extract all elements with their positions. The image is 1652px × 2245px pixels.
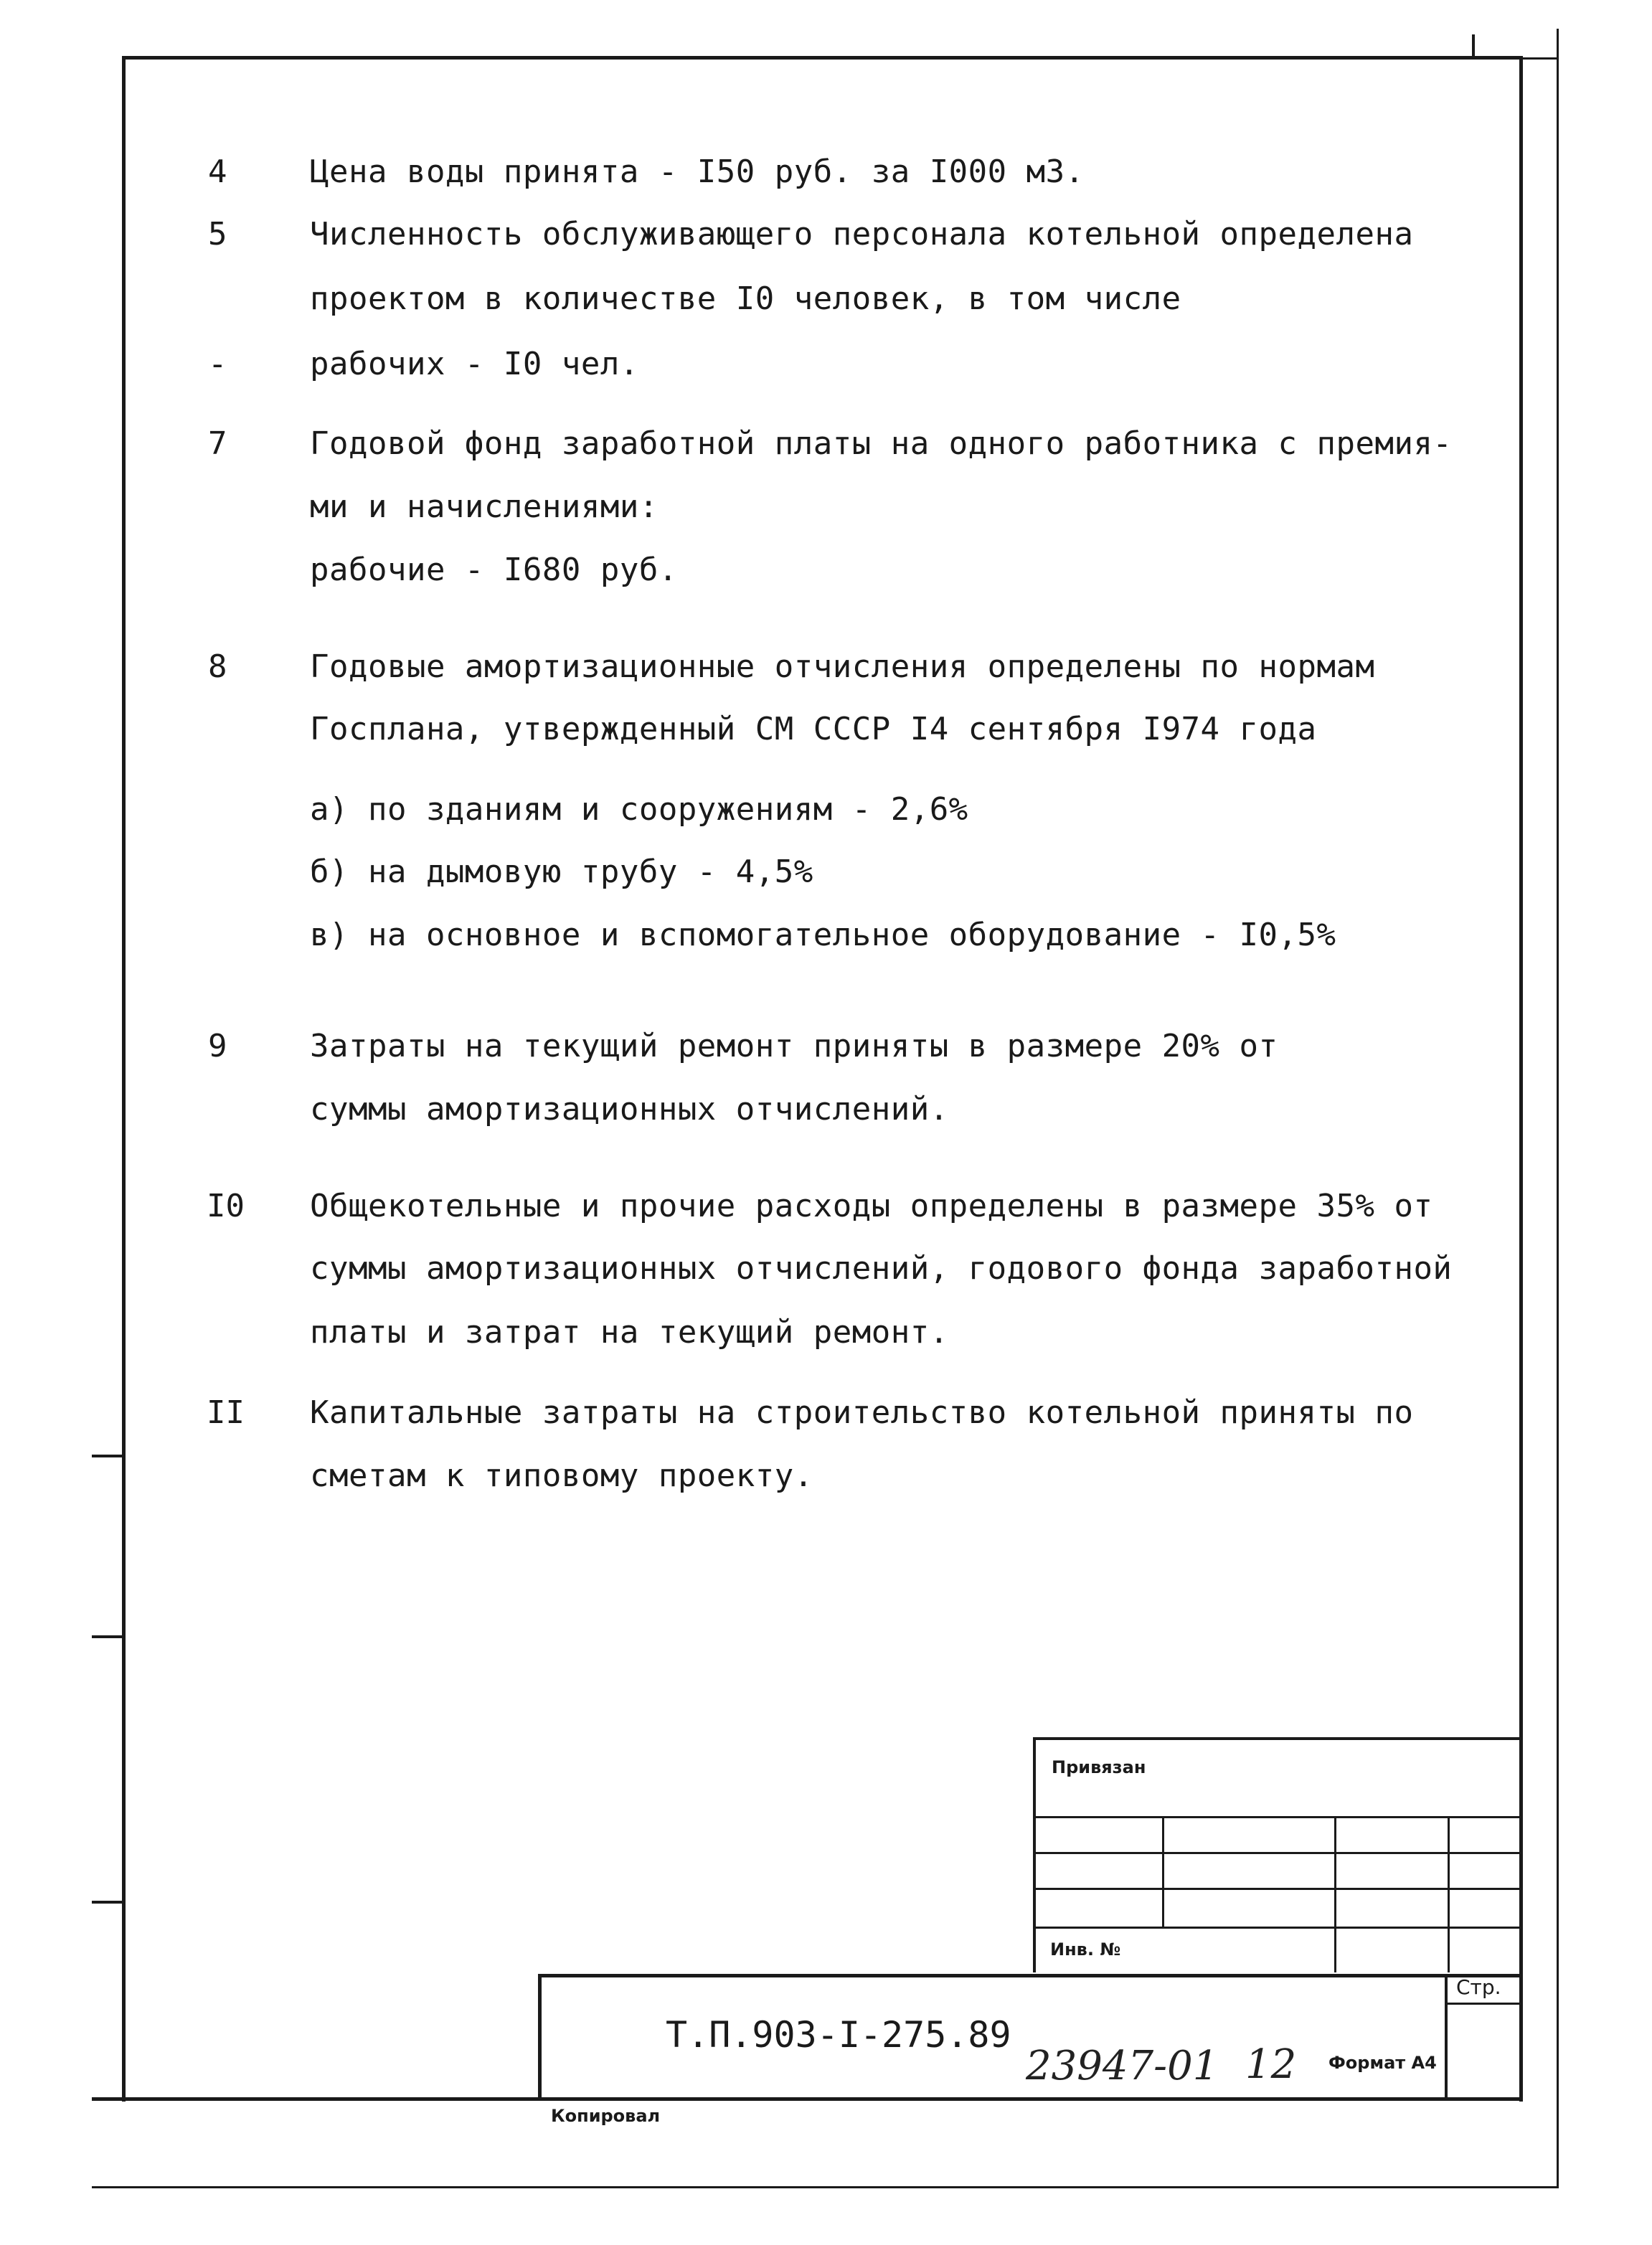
stamp-col-3 [1448,1816,1450,1972]
item-9-line-2: суммы амортизационных отчислений. [310,1091,949,1128]
frame-top-tick [1472,34,1475,59]
stamp-page-row [1445,2003,1522,2005]
item-dash-line-1: рабочих - I0 чел. [310,346,639,382]
stamp-inv-label: Инв. № [1050,1939,1121,1960]
item-number-5: 5 [208,216,227,252]
item-10-line-3: платы и затрат на текущий ремонт. [310,1314,949,1351]
item-number-11: II [207,1394,245,1431]
item-8-line-2: Госплана, утвержденный СМ СССР I4 сентября I974 года [310,711,1317,747]
document-code: Т.П.903-I-275.89 [666,2014,1011,2056]
item-11-line-2: сметам к типовому проекту. [310,1457,813,1494]
item-4-line-1: Цена воды принята - I50 руб. за I000 м3. [310,153,1085,190]
margin-tick-3 [92,1901,125,1904]
stamp-page-label: Стр. [1456,1975,1501,1999]
stamp-page-col [1445,1974,1448,2100]
item-number-9: 9 [208,1028,227,1064]
frame-top-ext [1519,57,1559,60]
item-number-8: 8 [208,648,227,685]
sheet-number: 12 [1245,2041,1297,2088]
item-7-line-1: Годовой фонд заработной платы на одного работника с премия- [310,425,1453,462]
item-8-line-1: Годовые амортизационные отчисления определены по нормам [310,648,1375,685]
stamp-upper-left [1033,1737,1036,1972]
item-5-line-1: Численность обслуживающего персонала котельной определена [310,216,1414,252]
stamp-lower-top [538,1974,1522,1977]
stamp-attached-label: Привязан [1052,1757,1146,1777]
item-number-dash: - [208,346,227,382]
stamp-lower-left [538,1974,542,2100]
stamp-upper-top [1033,1737,1522,1740]
frame-top-border [123,56,1522,60]
copied-by-label: Копировал [551,2106,661,2126]
item-8-sub-c: в) на основное и вспомогательное оборудование - I0,5% [310,917,1336,953]
margin-tick-1 [92,1455,125,1457]
frame-left-border [122,56,126,2102]
item-5-line-2: проектом в количестве I0 человек, в том числе [310,280,1181,317]
item-10-line-1: Общекотельные и прочие расходы определены в размере 35% от [310,1188,1433,1224]
item-number-10: I0 [207,1188,245,1224]
frame-bottom-border [92,2097,1523,2101]
archive-number: 23947-01 [1026,2043,1219,2089]
page-bottom-cut-line [92,2186,1559,2188]
item-10-line-2: суммы амортизационных отчислений, годового фонда заработной [310,1250,1453,1287]
item-9-line-1: Затраты на текущий ремонт приняты в размере 20% от [310,1028,1278,1064]
frame-outer-right-border [1557,29,1559,2188]
item-7-line-2: ми и начислениями: [310,488,659,525]
item-number-4: 4 [208,153,227,190]
item-8-sub-b: б) на дымовую трубу - 4,5% [310,854,813,890]
item-11-line-1: Капитальные затраты на строительство котельной приняты по [310,1394,1414,1431]
stamp-col-2 [1334,1816,1336,1972]
item-8-sub-a: а) по зданиям и сооружениям - 2,6% [310,791,968,828]
margin-tick-2 [92,1635,125,1638]
format-label: Формат А4 [1328,2053,1437,2073]
item-number-7: 7 [208,425,227,462]
item-7-line-3: рабочие - I680 руб. [310,552,678,588]
frame-right-border [1519,56,1523,2102]
stamp-col-1 [1162,1816,1164,1928]
